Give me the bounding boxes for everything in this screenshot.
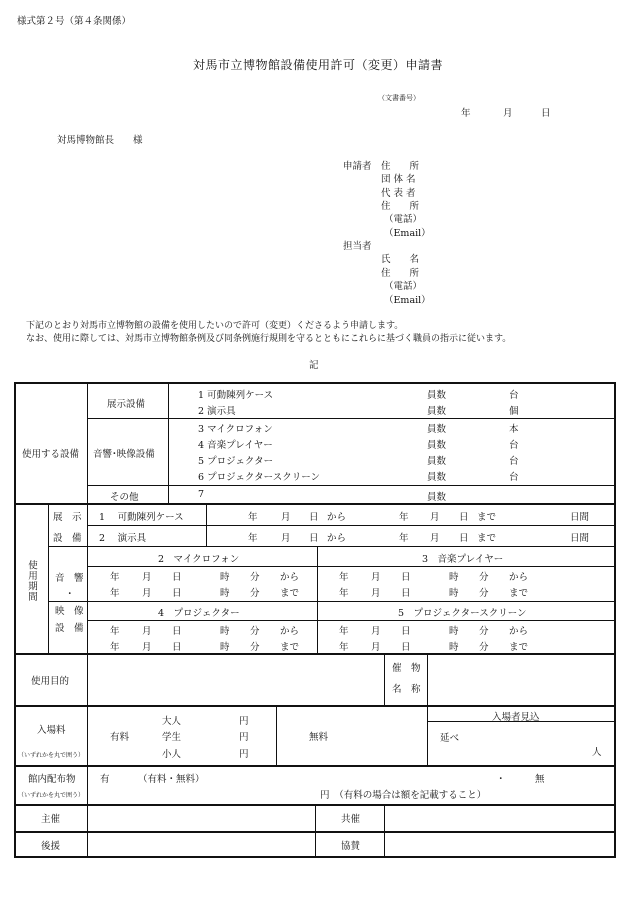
page-title: 対馬市立博物館設備使用許可（変更）申請書 [193,58,444,72]
month-label: 月 [142,626,152,637]
month-label: 月 [371,572,381,583]
av-head-player: 3 音楽プレイヤー [422,554,504,565]
date-month: 月 [503,108,513,119]
year-label: 年 [339,572,349,583]
count-label: 員数 [427,390,447,401]
day-label: 日 [172,626,182,637]
until-label: まで [280,588,300,599]
yen-label: 円 [239,749,249,760]
day-label: 日 [309,533,319,544]
hour-label: 時 [449,642,459,653]
from-label: から [280,626,300,637]
days-label: 日間 [570,512,590,523]
hour-label: 時 [449,588,459,599]
year-label: 年 [110,642,120,653]
minute-label: 分 [250,626,260,637]
day-label: 日 [401,626,411,637]
until-label: まで [509,588,529,599]
av-head-projector: 4 プロジェクター [158,608,240,619]
contact-email: （Email） [384,295,431,306]
applicant-address: 住 所 [381,161,420,172]
intro-line-1: 下記のとおり対馬市立博物館の設備を使用したいので許可（変更）くださるよう申請します。 [26,321,404,331]
contact-name: 氏 名 [381,254,420,265]
unit-label: 台 [509,456,519,467]
year-label: 年 [110,626,120,637]
co-host-label: 共催 [341,814,361,825]
applicant-label: 申請者 [343,161,372,172]
days-label: 日間 [570,533,590,544]
yen-label: 円 [239,732,249,743]
unit-label: 台 [509,472,519,483]
month-label: 月 [142,588,152,599]
year-label: 年 [339,626,349,637]
av-head-screen: 5 プロジェクタースクリーン [398,608,527,619]
handout-no: 無 [535,774,545,785]
sponsor-label: 協賛 [341,841,361,852]
day-label: 日 [401,642,411,653]
hour-label: 時 [449,572,459,583]
applicant-address2: 住 所 [381,201,420,212]
until-label: まで [477,512,497,523]
day-label: 日 [172,588,182,599]
day-label: 日 [172,642,182,653]
year-label: 年 [339,642,349,653]
year-label: 年 [339,588,349,599]
day-label: 日 [401,588,411,599]
fee-label: 入場料 [37,725,66,736]
av-label-1: 音 響 [55,573,84,584]
minute-label: 分 [250,572,260,583]
minute-label: 分 [250,642,260,653]
count-label: 員数 [427,424,447,435]
contact-label: 担当者 [343,241,372,252]
count-label: 員数 [427,472,447,483]
equipment-section-label: 使用する設備 [22,449,80,460]
event-name-bottom: 名 称 [392,684,421,695]
intro-line-2: なお、使用に際しては、対馬市立博物館条例及び同条例施行規則を守るとともにこれらに基づく職員の指示に従います。 [26,334,512,344]
minute-label: 分 [479,588,489,599]
day-label: 日 [459,512,469,523]
handout-amount: 円 （有料の場合は額を記載すること） [320,790,487,801]
unit-label: 本 [509,424,519,435]
unit-label: 個 [509,406,519,417]
purpose-label: 使用目的 [31,676,70,687]
hour-label: 時 [449,626,459,637]
cat-av: 音響･映像設備 [93,449,155,460]
handout-yes: 有 [100,774,110,785]
equipment-item-6: 6 プロジェクタースクリーン [198,472,321,483]
host-label: 主催 [41,814,61,825]
applicant-org: 団 体 名 [381,174,416,185]
equipment-item-3: 3 マイクロフォン [198,424,273,435]
support-label: 後援 [41,841,61,852]
handout-paid-free: （有料・無料） [138,774,205,785]
fee-paid: 有料 [110,732,130,743]
cat-other: その他 [110,492,139,503]
until-label: まで [509,642,529,653]
ki-label: 記 [309,360,319,371]
year-label: 年 [248,512,258,523]
equipment-item-7: 7 [198,489,205,500]
day-label: 日 [309,512,319,523]
doc-number-label: （文書番号） [378,94,420,102]
display-label-1: 展 示 [53,512,82,523]
fee-note: （いずれかを丸で囲う） [18,752,85,759]
count-label: 員数 [427,492,447,503]
month-label: 月 [142,572,152,583]
contact-address: 住 所 [381,268,420,279]
month-label: 月 [281,533,291,544]
minute-label: 分 [479,626,489,637]
equipment-item-5: 5 プロジェクター [198,456,274,467]
yen-label: 円 [239,716,249,727]
hour-label: 時 [220,642,230,653]
month-label: 月 [430,512,440,523]
fee-free: 無料 [309,732,329,743]
day-label: 日 [172,572,182,583]
equipment-item-1: 1 可動陳列ケース [198,390,274,401]
form-number: 様式第２号（第４条関係） [17,16,132,27]
attendance-total: 延べ [440,733,460,744]
count-label: 員数 [427,456,447,467]
year-label: 年 [248,533,258,544]
date-year: 年 [461,108,471,119]
applicant-rep: 代 表 者 [381,188,416,199]
contact-tel: （電話） [384,281,423,292]
unit-label: 台 [509,390,519,401]
handout-dot: ・ [496,774,506,785]
fee-adult: 大人 [162,716,182,727]
hour-label: 時 [220,588,230,599]
display-item-2: 2 演示具 [99,533,147,544]
year-label: 年 [110,588,120,599]
fee-student: 学生 [162,732,182,743]
year-label: 年 [110,572,120,583]
month-label: 月 [371,626,381,637]
applicant-email: （Email） [384,228,431,239]
handout-label: 館内配布物 [28,774,76,785]
av-label-3: 映 像 [55,606,84,617]
cat-display: 展示設備 [107,399,146,410]
from-label: から [509,572,529,583]
hour-label: 時 [220,572,230,583]
applicant-tel: （電話） [384,214,423,225]
from-label: から [509,626,529,637]
attendance-person: 人 [592,747,602,758]
minute-label: 分 [479,572,489,583]
count-label: 員数 [427,406,447,417]
attendance-label: 入場者見込 [492,712,540,723]
addressee: 対馬博物館長 様 [57,135,143,146]
equipment-item-2: 2 演示具 [198,406,236,417]
minute-label: 分 [479,642,489,653]
from-label: から [327,533,347,544]
period-label: 使用期間 [26,560,37,602]
av-label-2: ・ [65,589,75,600]
equipment-item-4: 4 音楽プレイヤー [198,440,273,451]
handout-note: （いずれかを丸で囲う） [18,792,85,799]
month-label: 月 [430,533,440,544]
day-label: 日 [459,533,469,544]
until-label: まで [280,642,300,653]
fee-child: 小人 [162,749,182,760]
until-label: まで [477,533,497,544]
day-label: 日 [401,572,411,583]
from-label: から [280,572,300,583]
minute-label: 分 [250,588,260,599]
av-label-4: 設 備 [55,623,84,634]
av-head-mic: 2 マイクロフォン [158,554,240,565]
hour-label: 時 [220,626,230,637]
display-item-1: 1 可動陳列ケース [99,512,184,523]
display-label-2: 設 備 [53,533,82,544]
year-label: 年 [399,512,409,523]
month-label: 月 [371,588,381,599]
month-label: 月 [371,642,381,653]
from-label: から [327,512,347,523]
event-name-top: 催 物 [392,663,421,674]
count-label: 員数 [427,440,447,451]
date-day: 日 [541,108,551,119]
unit-label: 台 [509,440,519,451]
month-label: 月 [281,512,291,523]
month-label: 月 [142,642,152,653]
year-label: 年 [399,533,409,544]
